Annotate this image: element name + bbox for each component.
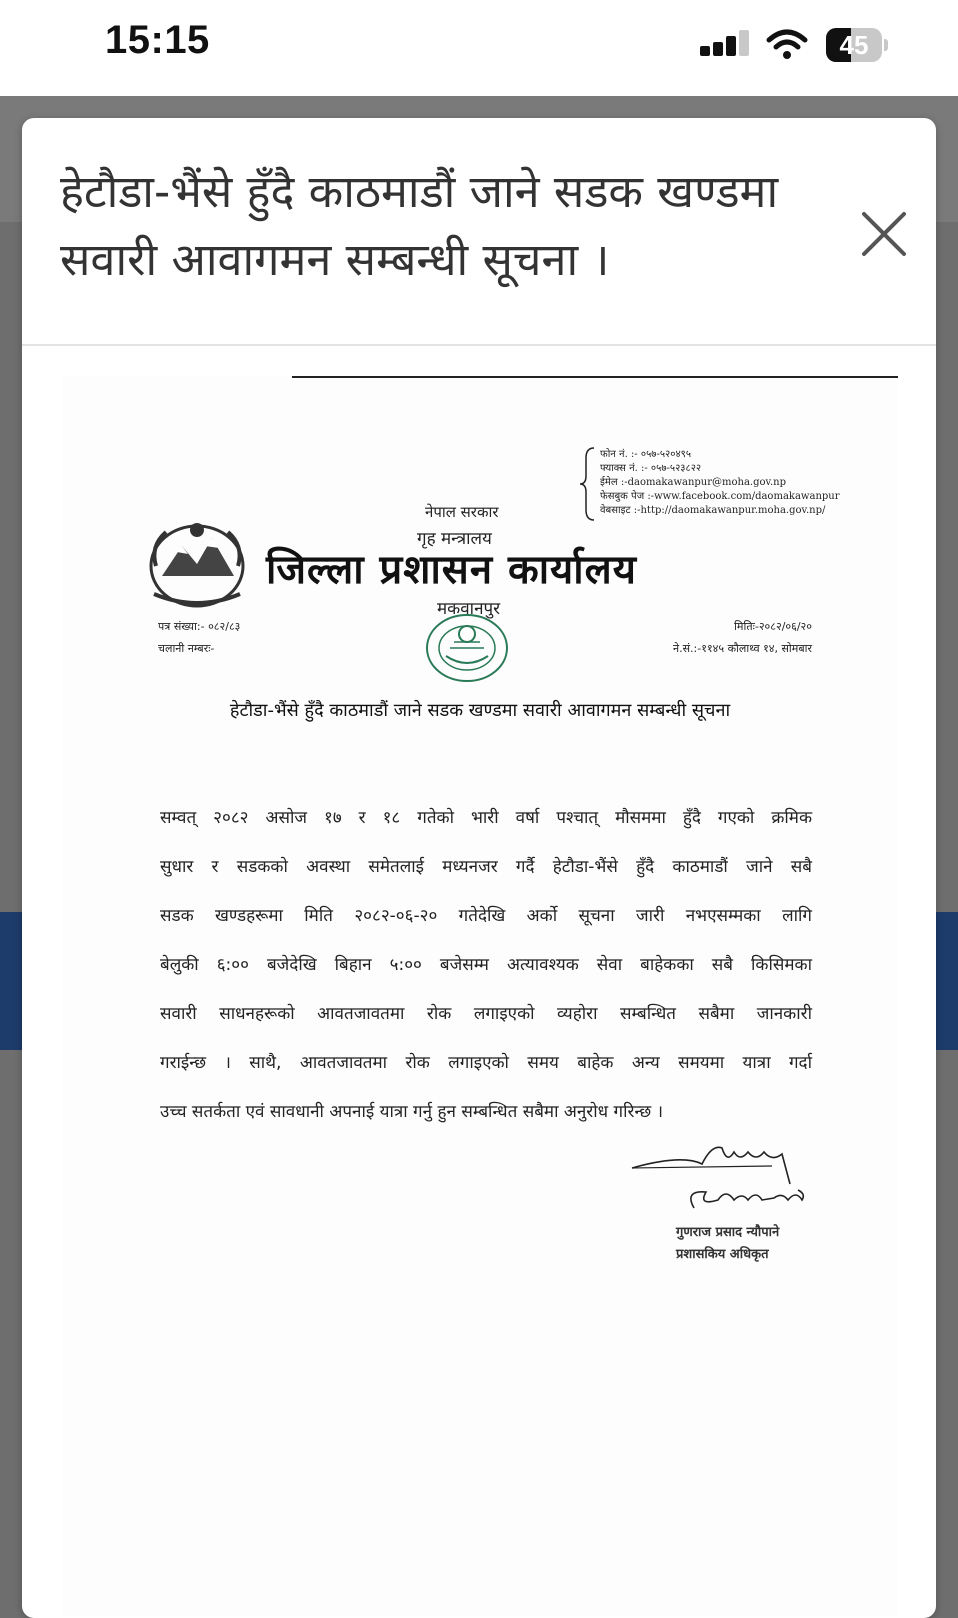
notice-subject: हेटौडा-भैंसे हुँदै काठमाडौं जाने सडक खण्डमा सवारी आवागमन सम्बन्धी सूचना [229,700,731,721]
signatory-name: गुणराज प्रसाद न्यौपाने [676,1225,780,1240]
signatory-title: प्रशासकिय अधिकृत [676,1247,769,1262]
wifi-icon [765,28,809,62]
contact-website: वेबसाइट :-http://daomakawanpur.moha.gov.np/ [600,505,826,516]
letter-date: मितिः-२०८२/०६/२० [734,620,812,633]
modal-title: हेटौडा-भैंसे हुँदै काठमाडौं जाने सडक खण्डमा सवारी आवागमन सम्बन्धी सूचना । [60,165,779,286]
notice-body [160,794,812,1137]
body-line: सडक खण्डहरूमा मिति २०८२-०६-२० गतेदेखि अर्को सूचना जारी नभएसम्मका लागि [160,906,812,926]
contact-phone: फोन नं. :- ०५७-५२०४९५ [600,449,692,460]
reference-left [158,616,240,660]
nepal-sambat-date: ने.सं.:-११४५ कौलाथ्व १४, सोमबार [673,642,812,655]
dispatch-number: चलानी नम्बरः- [158,642,215,655]
brace-icon [578,446,596,522]
body-line: सुधार र सडकको अवस्था समेतलाई मध्यनजर गर्दै हेटौडा-भैंसे हुँदै काठमाडौं जाने सबै [160,857,812,877]
notice-modal [22,118,936,1618]
nepal-emblem-icon [142,516,252,612]
body-line: गराईन्छ । साथै, आवतजावतमा रोक लगाइएको समय बाहेक अन्य समयमा यात्रा गर्दा [160,1053,812,1073]
office-stamp-icon [424,612,510,684]
district-label: मकवानपुर [437,599,501,619]
government-label: नेपाल सरकार [425,503,499,521]
signatory [676,1222,779,1266]
status-time: 15:15 [105,18,210,62]
body-line: सम्वत् २०८२ असोज १७ र १८ गतेको भारी वर्षा पश्चात् मौसममा हुँदै गएको क्रमिक [160,808,812,828]
battery-icon [826,28,890,62]
close-icon[interactable] [858,208,910,260]
reference-right [582,616,812,660]
contact-facebook: फेसबुक पेज :-www.facebook.com/daomakawanpur [600,491,840,502]
battery-level: 45 [839,30,869,60]
body-line: उच्च सतर्कता एवं सावधानी अपनाई यात्रा गर्नु हुन सम्बन्धित सबैमा अनुरोध गरिन्छ । [160,1102,664,1122]
ministry-label: गृह मन्त्रालय [417,529,492,549]
office-heading: जिल्ला प्रशासन कार्यालय [266,547,637,593]
cellular-signal-icon [700,30,752,62]
modal-header [22,118,936,346]
body-line: सवारी साधनहरूको आवतजावतमा रोक लगाइएको व्यहोरा सम्बन्धित सबैमा जानकारी [160,1004,812,1024]
signature-icon [622,1134,822,1220]
letter-number: पत्र संख्या:- ०८२/८३ [158,620,241,633]
contact-fax: फ्याक्स नं. :- ०५७-५२३८२२ [600,463,702,474]
notice-document-image [62,376,898,1616]
contact-details [600,448,840,518]
contact-email: ईमेल :-daomakawanpur@moha.gov.np [600,477,787,488]
status-bar [0,0,958,96]
body-line: बेलुकी ६:०० बजेदेखि बिहान ५:०० बजेसम्म अत्यावश्यक सेवा बाहेकका सबै किसिमका [160,955,812,975]
